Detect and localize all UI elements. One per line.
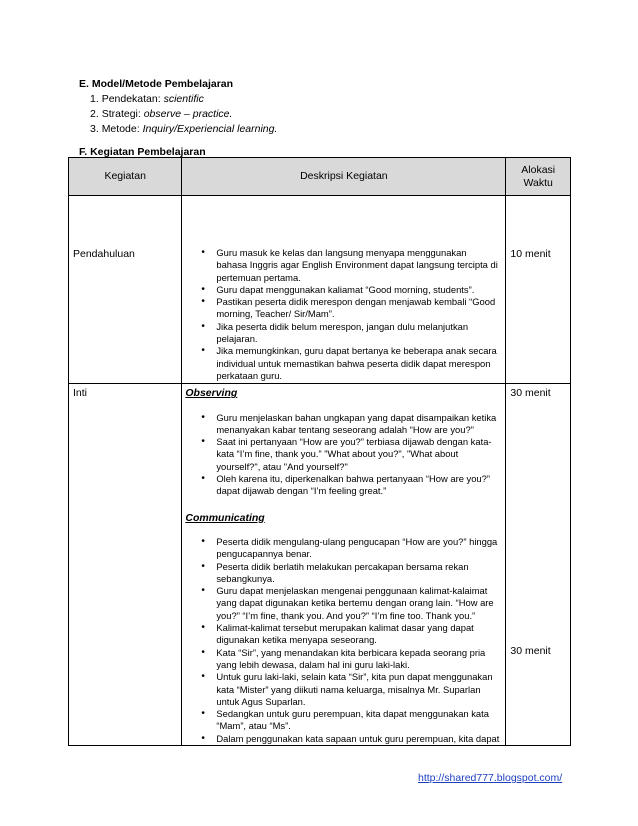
row-label: Pendahuluan	[69, 196, 182, 384]
list-item: • Guru dapat menjelaskan mengenai penggunaan kalimat-kalaimat yang dapat digunakan ketika bertemu dengan orang lain. “How are you?” “I’m fine, thank you. And you?” “I’m fine too. Thank you.”	[182, 585, 505, 622]
list-item: • Peserta didik berlatih melakukan percakapan bersama rekan sebangkunya.	[182, 561, 505, 586]
list-item: • Jika peserta didik belum merespon, jangan dulu melanjutkan pelajaran.	[182, 321, 505, 346]
list-item: • Peserta didik mengulang-ulang pengucapan “How are you?” hingga pengucapannya benar.	[182, 536, 505, 561]
list-item: • Guru dapat menggunakan kaliamat “Good morning, students”.	[182, 284, 505, 296]
table-row	[69, 196, 571, 384]
list-item: • Saat ini pertanyaan “How are you?” terbiasa dijawab dengan kata-kata “I’m fine, thank you.” "What about you?", "What about yourself?", atau "And yourself?"	[182, 436, 505, 473]
communicating-list	[182, 536, 505, 745]
table-row	[69, 384, 571, 746]
list-item: • Untuk guru laki-laki, selain kata “Sir”, kita pun dapat menggunakan kata “Mister” yang diikuti nama keluarga, misalnya Mr. Suparlan untuk Agus Suparlan.	[182, 671, 505, 708]
header-alokasi: Alokasi Waktu	[506, 158, 571, 196]
observing-list	[182, 412, 505, 498]
time-top: 30 menit	[510, 387, 551, 400]
section-model-metode	[79, 77, 277, 137]
list-item: • Guru masuk ke kelas dan langsung menyapa menggunakan bahasa Inggris agar English Environment dapat langsung tercipta di pertemuan pertama.	[182, 247, 505, 284]
row-description	[182, 384, 506, 746]
section-e-heading: E. Model/Metode Pembelajaran	[79, 78, 234, 90]
list-item: • Jika memungkinkan, guru dapat bertanya ke beberapa anak secara individual untuk memastikan bahwa peserta didik dapat merespon perkataan guru.	[182, 345, 505, 382]
item-number: 3.	[90, 123, 99, 135]
method-item	[90, 122, 277, 137]
list-item: • Guru menjelaskan bahan ungkapan yang dapat disampaikan ketika menanyakan kabar tentang seseorang adalah “How are you?”	[182, 412, 505, 437]
time-bottom: 30 menit	[510, 644, 551, 657]
activity-table	[68, 157, 571, 746]
row-description	[182, 196, 506, 384]
list-item: • Pastikan peserta didik merespon dengan menjawab kembali “Good morning, Teacher/ Sir/Mam”.	[182, 296, 505, 321]
item-label: Metode:	[101, 123, 140, 135]
method-item	[90, 107, 277, 122]
communicating-heading: Communicating	[185, 511, 265, 524]
header-kegiatan: Kegiatan	[69, 158, 182, 196]
list-item: • Kata “Sir”, yang menandakan kita berbicara kepada seorang pria yang lebih dewasa, dalam hal ini guru laki-laki.	[182, 647, 505, 672]
observing-heading: Observing	[185, 387, 238, 400]
method-item	[90, 92, 277, 107]
list-item: • Sedangkan untuk guru perempuan, kita dapat menggunakan kata “Mam”, atau “Ms”.	[182, 708, 505, 733]
list-item: • Dalam penggunakan kata sapaan untuk guru perempuan, kita dapat	[182, 733, 505, 745]
list-item: • Oleh karena itu, diperkenalkan bahwa pertanyaan “How are you?” dapat dijawab dengan “I’m feeling great.”	[182, 473, 505, 498]
item-value: Inquiry/Experiencial learning.	[142, 123, 278, 135]
footer-link[interactable]: http://shared777.blogspot.com/	[418, 772, 563, 784]
header-deskripsi: Deskripsi Kegiatan	[182, 158, 506, 196]
list-item: • Kalimat-kalimat tersebut merupakan kalimat dasar yang dapat digunakan ketika menyapa seseorang.	[182, 622, 505, 647]
item-number: 1.	[90, 93, 99, 105]
item-number: 2.	[90, 108, 99, 120]
pendahuluan-list	[182, 247, 505, 382]
row-time	[506, 384, 571, 746]
item-label: Pendekatan:	[101, 93, 161, 105]
method-list	[79, 92, 277, 137]
row-time: 10 menit	[506, 196, 571, 384]
table-header-row	[69, 158, 571, 196]
row-label: Inti	[69, 384, 182, 746]
section-f-heading: F. Kegiatan Pembelajaran	[79, 146, 206, 158]
item-value: observe – practice.	[143, 108, 233, 120]
item-value: scientific	[163, 93, 204, 105]
item-label: Strategi:	[101, 108, 141, 120]
